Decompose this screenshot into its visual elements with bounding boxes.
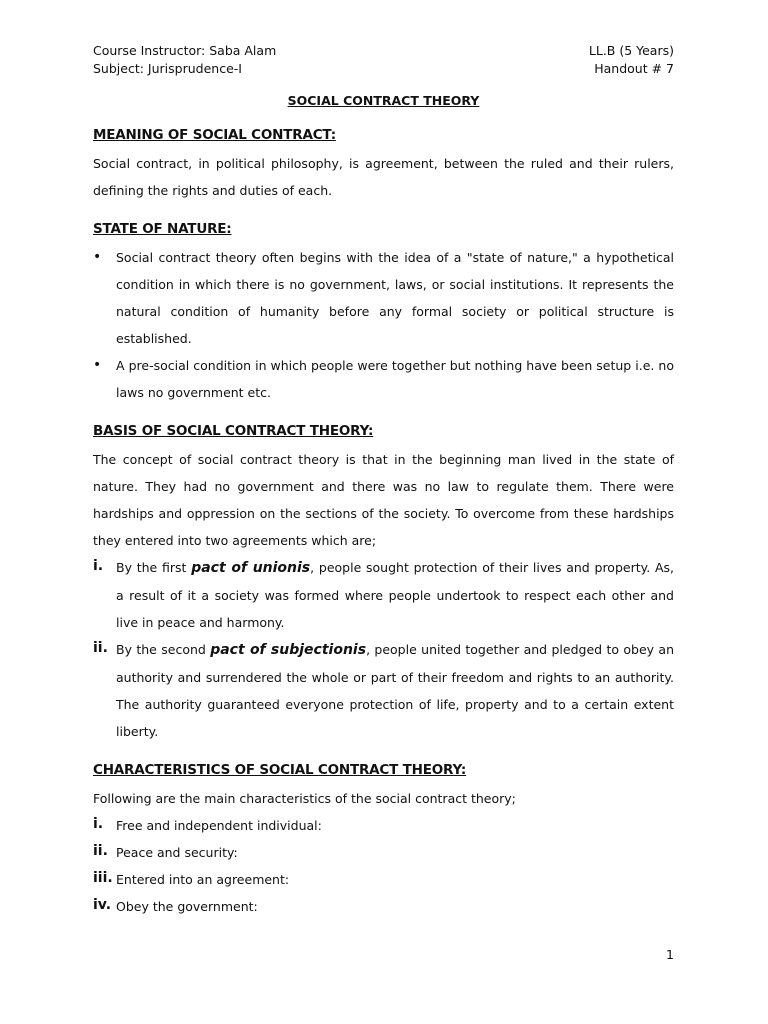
characteristics-list [93, 812, 674, 920]
roman-numeral: iii. [93, 870, 113, 886]
characteristics-heading: CHARACTERISTICS OF SOCIAL CONTRACT THEORY: [93, 762, 467, 778]
bullet-icon: • [93, 357, 102, 373]
roman-numeral: iv. [93, 897, 112, 913]
course-instructor: Course Instructor: Saba Alam [93, 43, 277, 58]
meaning-text: Social contract, in political philosophy, is agreement, between the ruled and their rulers, defining the rights and duties of each. [93, 156, 674, 198]
basis-intro: The concept of social contract theory is that in the beginning man lived in the state of nature. They had no government and there was no law to regulate them. There were hardships and oppression on the sections of the society. To overcome from these hardships they entered into two agreements which are; [93, 452, 674, 548]
list-item: • Social contract theory often begins with the idea of a "state of nature," a hypothetical condition in which there is no government, laws, or social institutions. It represents the natural condition of humanity before any formal society or political structure is established. [93, 244, 674, 352]
list-item: iii. Entered into an agreement: [93, 866, 674, 893]
characteristics-intro: Following are the main characteristics of the social contract theory; [93, 791, 516, 806]
list-item: ii. Peace and security: [93, 839, 674, 866]
pact-of-subjectionis: pact of subjectionis [210, 642, 367, 658]
roman-numeral: ii. [93, 640, 108, 656]
bullet-icon: • [93, 249, 102, 265]
state-of-nature-heading: STATE OF NATURE: [93, 221, 232, 237]
list-item: iv. Obey the government: [93, 893, 674, 920]
roman-numeral: i. [93, 816, 104, 832]
handout-number: Handout # 7 [594, 61, 674, 76]
document-title: SOCIAL CONTRACT THEORY [287, 93, 480, 108]
header-row-2 [93, 60, 674, 78]
header-row-1 [93, 42, 674, 60]
roman-numeral: ii. [93, 843, 108, 859]
list-item: • A pre-social condition in which people were together but nothing have been setup i.e. no laws no government etc. [93, 352, 674, 406]
basis-list [93, 554, 674, 745]
roman-numeral: i. [93, 558, 104, 574]
program-label: LL.B (5 Years) [588, 43, 674, 58]
list-item: i. Free and independent individual: [93, 812, 674, 839]
basis-heading: BASIS OF SOCIAL CONTRACT THEORY: [93, 423, 374, 439]
subject-label: Subject: Jurisprudence-I [93, 61, 242, 76]
list-item: ii. By the second pact of subjectionis, people united together and pledged to obey an authority and surrendered the whole or part of their freedom and rights to an authority. The authority guaranteed everyone protection of life, property and to a certain extent liberty. [93, 636, 674, 745]
meaning-heading: MEANING OF SOCIAL CONTRACT: [93, 127, 336, 143]
pact-of-unionis: pact of unionis [191, 560, 311, 576]
list-item: i. By the first pact of unionis, people sought protection of their lives and property. As, a result of it a society was formed where people undertook to respect each other and live in peace and harmony. [93, 554, 674, 636]
page-number: 1 [666, 947, 674, 962]
state-of-nature-list [93, 244, 674, 406]
